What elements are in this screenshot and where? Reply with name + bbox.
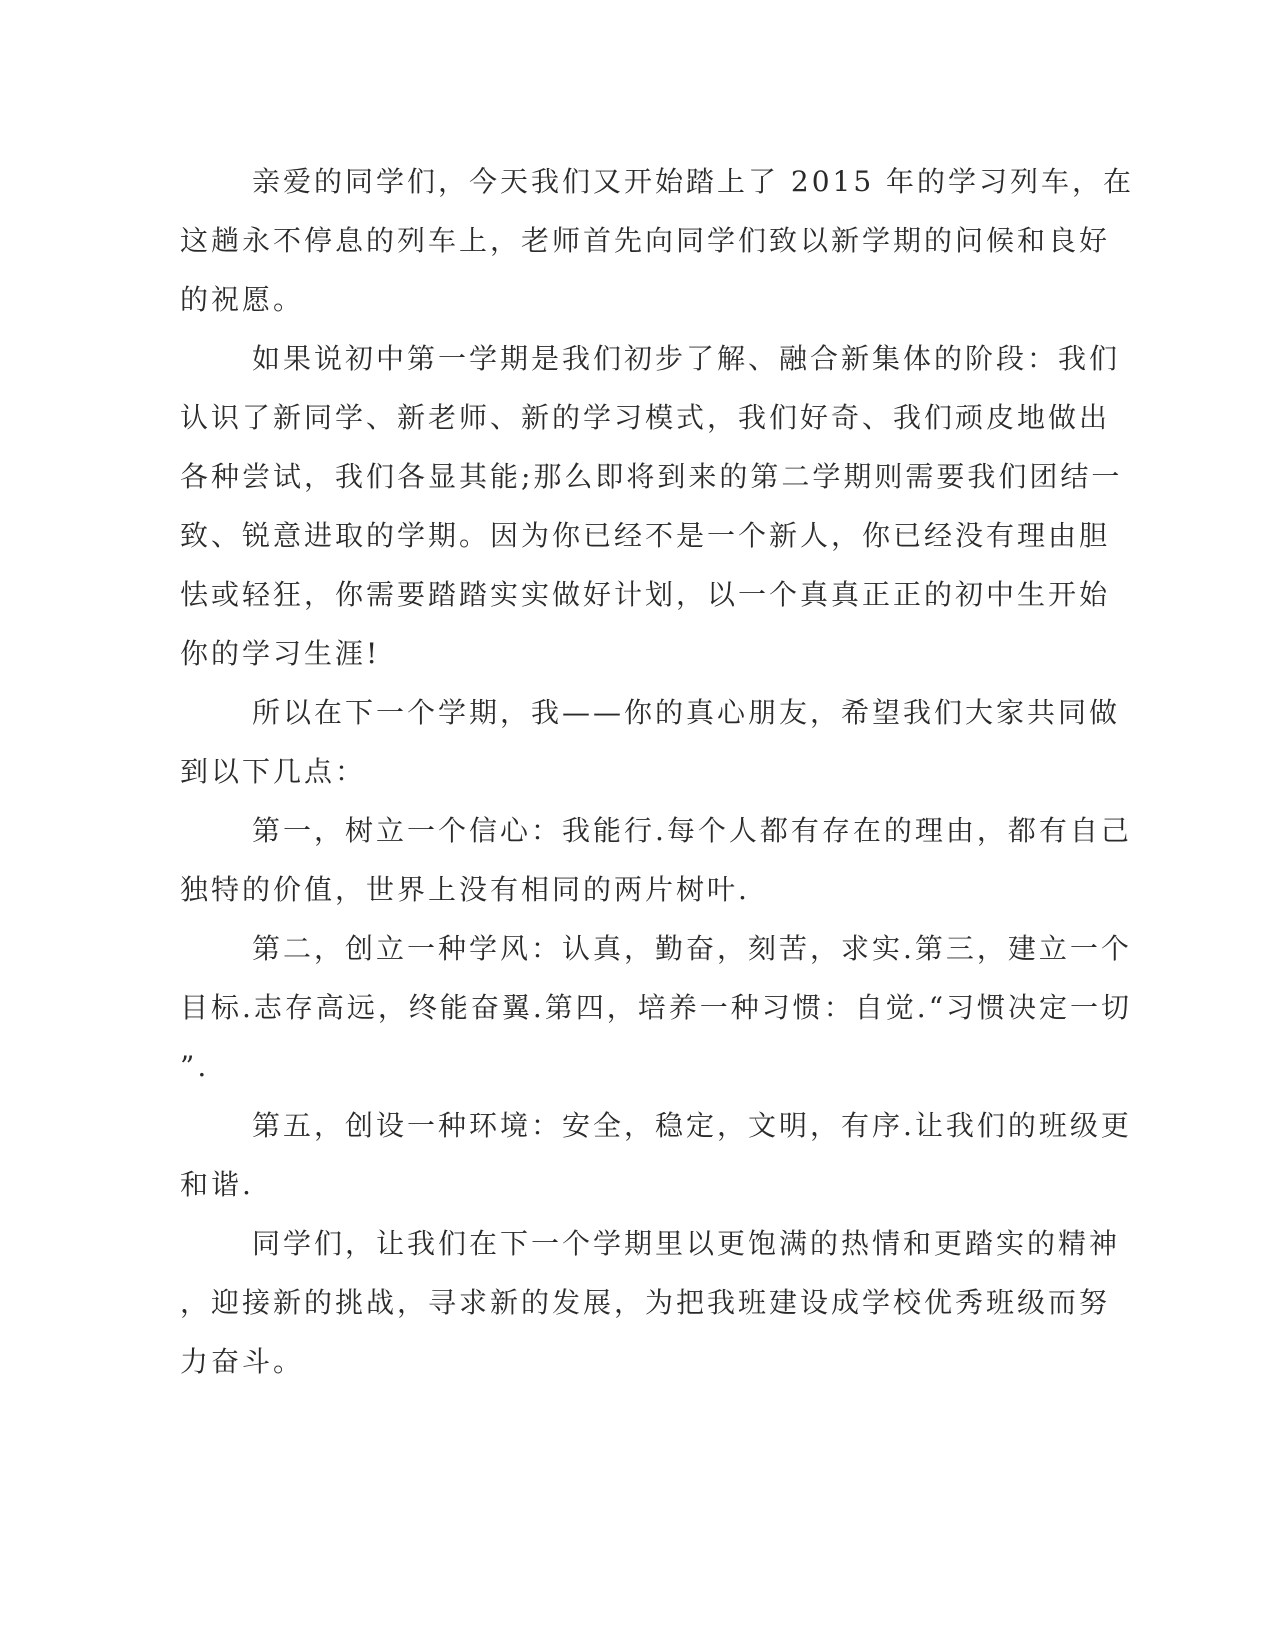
text-line: 亲爱的同学们，今天我们又开始踏上了 2015 年的学习列车，在 [252, 165, 1135, 198]
text-line: ”. [180, 1050, 210, 1083]
text-line: 所以在下一个学期，我——你的真心朋友，希望我们大家共同做 [252, 696, 1121, 729]
paragraph-wishes-intro [180, 683, 1121, 801]
text-line: 认识了新同学、新老师、新的学习模式，我们好奇、我们顽皮地做出 [180, 401, 1111, 434]
paragraph-closing [180, 1214, 1121, 1391]
text-line: 到以下几点： [180, 755, 367, 788]
text-line: 和谐. [180, 1168, 254, 1201]
text-line: 力奋斗。 [180, 1345, 305, 1378]
text-line: 你的学习生涯! [180, 637, 381, 670]
text-line: 各种尝试，我们各显其能;那么即将到来的第二学期则需要我们团结一 [180, 460, 1123, 493]
paragraph-point-one [180, 801, 1132, 919]
paragraph-points-two-to-four [180, 919, 1133, 1096]
text-line: 的祝愿。 [180, 283, 305, 316]
document-body [180, 152, 1135, 1391]
text-line: 第五，创设一种环境：安全，稳定，文明，有序.让我们的班级更 [252, 1109, 1132, 1142]
text-line: 这趟永不停息的列车上，老师首先向同学们致以新学期的问候和良好 [180, 224, 1111, 257]
text-line: 第一，树立一个信心：我能行.每个人都有存在的理由，都有自己 [252, 814, 1132, 847]
text-line: 独特的价值，世界上没有相同的两片树叶. [180, 873, 750, 906]
text-line: 第二，创立一种学风：认真，勤奋，刻苦，求实.第三，建立一个 [252, 932, 1132, 965]
text-line: ，迎接新的挑战，寻求新的发展，为把我班建设成学校优秀班级而努 [180, 1286, 1111, 1319]
paragraph-first-semester [180, 329, 1123, 683]
text-line: 致、锐意进取的学期。因为你已经不是一个新人，你已经没有理由胆 [180, 519, 1111, 552]
text-line: 同学们，让我们在下一个学期里以更饱满的热情和更踏实的精神 [252, 1227, 1121, 1260]
text-line: 如果说初中第一学期是我们初步了解、融合新集体的阶段：我们 [252, 342, 1121, 375]
text-line: 目标.志存高远，终能奋翼.第四，培养一种习惯：自觉.“习惯决定一切 [180, 991, 1133, 1024]
paragraph-greeting [180, 152, 1135, 329]
text-line: 怯或轻狂，你需要踏踏实实做好计划，以一个真真正正的初中生开始 [180, 578, 1111, 611]
paragraph-point-five [180, 1096, 1132, 1214]
